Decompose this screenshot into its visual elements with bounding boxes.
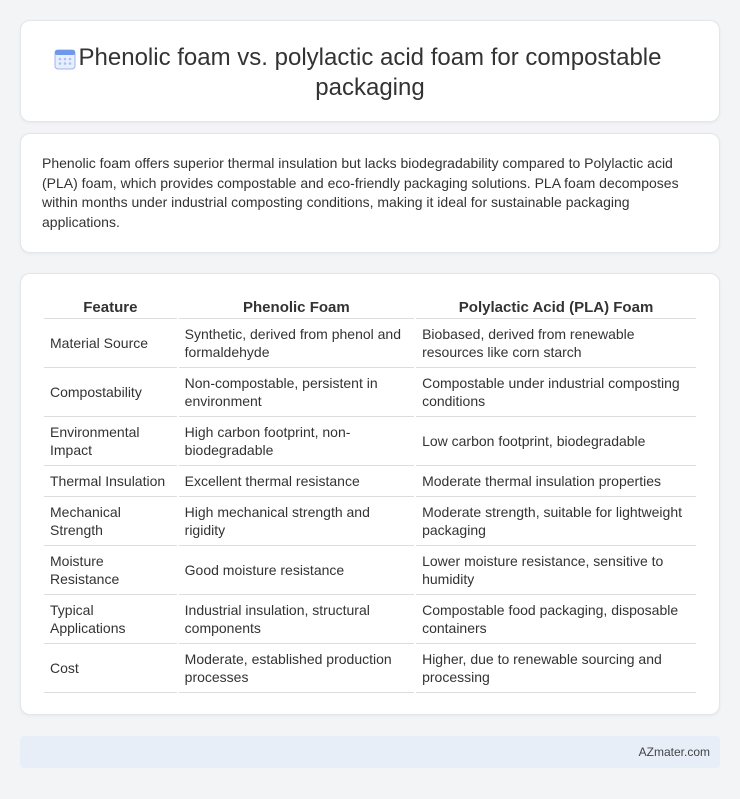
- column-header-pla-foam: Polylactic Acid (PLA) Foam: [416, 293, 696, 319]
- phenolic-cell: Industrial insulation, structural components: [179, 595, 414, 644]
- column-header-feature: Feature: [44, 293, 177, 319]
- pla-cell: Biobased, derived from renewable resources like corn starch: [416, 319, 696, 368]
- phenolic-cell: Good moisture resistance: [179, 546, 414, 595]
- pla-cell: Higher, due to renewable sourcing and processing: [416, 644, 696, 693]
- pla-cell: Lower moisture resistance, sensitive to humidity: [416, 546, 696, 595]
- footer-site-link[interactable]: AZmater.com: [638, 745, 710, 759]
- title-card: [20, 20, 720, 122]
- table-row: [44, 417, 696, 466]
- footer-bar: [20, 736, 720, 768]
- table-row: [44, 546, 696, 595]
- feature-cell: Cost: [44, 644, 177, 693]
- table-row: [44, 466, 696, 497]
- table-row: [44, 595, 696, 644]
- feature-cell: Compostability: [44, 368, 177, 417]
- phenolic-cell: Synthetic, derived from phenol and formaldehyde: [179, 319, 414, 368]
- table-row: [44, 644, 696, 693]
- feature-cell: Material Source: [44, 319, 177, 368]
- comparison-table-card: [20, 273, 720, 715]
- phenolic-cell: High mechanical strength and rigidity: [179, 497, 414, 546]
- table-header-row: [44, 293, 696, 319]
- phenolic-cell: Non-compostable, persistent in environment: [179, 368, 414, 417]
- phenolic-cell: High carbon footprint, non-biodegradable: [179, 417, 414, 466]
- table-row: [44, 319, 696, 368]
- feature-cell: Thermal Insulation: [44, 466, 177, 497]
- comparison-table: [42, 293, 698, 693]
- pla-cell: Compostable food packaging, disposable containers: [416, 595, 696, 644]
- summary-card: [20, 133, 720, 253]
- column-header-phenolic-foam: Phenolic Foam: [179, 293, 414, 319]
- phenolic-cell: Excellent thermal resistance: [179, 466, 414, 497]
- pla-cell: Moderate strength, suitable for lightweight packaging: [416, 497, 696, 546]
- phenolic-cell: Moderate, established production processes: [179, 644, 414, 693]
- summary-paragraph: Phenolic foam offers superior thermal insulation but lacks biodegradability compared to Polylactic acid (PLA) foam, which provides compostable and eco-friendly packaging solutions. PLA foam decomposes within months under industrial composting conditions, making it ideal for sustainable packaging applications.: [42, 155, 679, 230]
- feature-cell: Moisture Resistance: [44, 546, 177, 595]
- table-row: [44, 368, 696, 417]
- table-row: [44, 497, 696, 546]
- page-title: Phenolic foam vs. polylactic acid foam for compostable packaging: [78, 44, 662, 101]
- pla-cell: Moderate thermal insulation properties: [416, 466, 696, 497]
- feature-cell: Environmental Impact: [44, 417, 177, 466]
- feature-cell: Mechanical Strength: [44, 497, 177, 546]
- pla-cell: Low carbon footprint, biodegradable: [416, 417, 696, 466]
- pla-cell: Compostable under industrial composting conditions: [416, 368, 696, 417]
- feature-cell: Typical Applications: [44, 595, 177, 644]
